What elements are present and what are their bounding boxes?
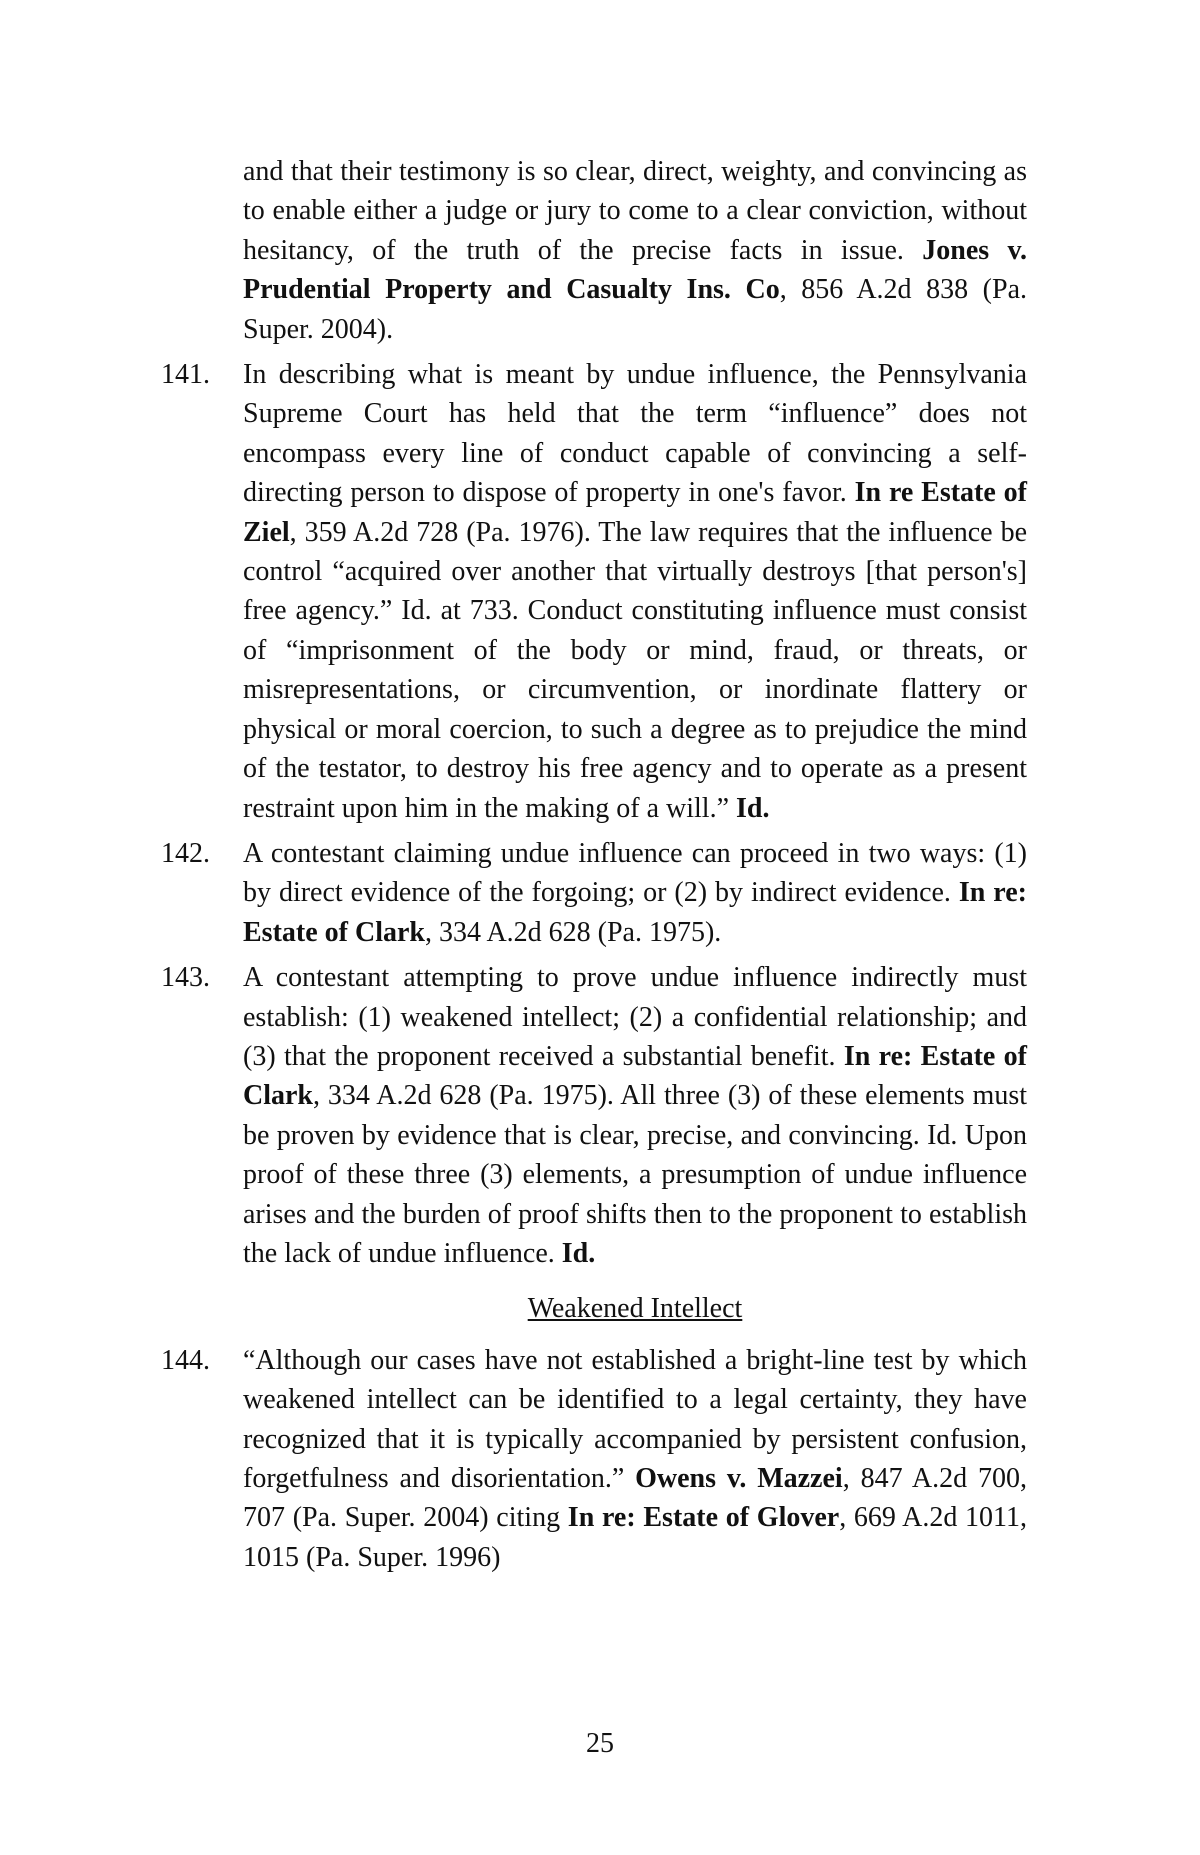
paragraph-143 <box>161 958 1027 1273</box>
paragraph-body <box>243 958 1027 1273</box>
case-citation: In re: Estate of Clark <box>243 1040 1027 1112</box>
document-body <box>161 152 1027 1583</box>
case-citation: In re: Estate of Glover <box>567 1502 840 1534</box>
paragraph-body <box>243 355 1027 828</box>
paragraph-body <box>243 1341 1027 1577</box>
paragraph-text: “Although our cases have not established a bright-line test by which weakened intellect can be identified to a legal certainty, they have recognized that it is typically accompanied by persistent confusion, forgetfulness and disorientation.” <box>243 1344 1027 1494</box>
paragraph-text: , 334 A.2d 628 (Pa. 1975). <box>424 916 722 948</box>
case-citation: Owens v. Mazzei <box>635 1463 843 1494</box>
paragraph-text: , 856 A.2d 838 (Pa. Super. 2004). <box>243 274 1028 345</box>
paragraph-number: 141. <box>161 359 210 391</box>
paragraph-text: , 669 A.2d 1011, 1015 (Pa. Super. 1996) <box>243 1502 1027 1573</box>
case-citation: Jones v. Prudential Property and Casualty Ins. Co <box>243 234 1027 306</box>
paragraph-144 <box>161 1341 1027 1577</box>
paragraph-text: A contestant attempting to prove undue influence indirectly must establish: (1) weakened intellect; (2) a confidential relationship; and (3) that the proponent received a substantial benefit. <box>243 962 1027 1072</box>
paragraph-body <box>243 834 1027 952</box>
paragraph-text: A contestant claiming undue influence can proceed in two ways: (1) by direct evidence of the forgoing; or (2) by indirect evidence. <box>243 837 1027 909</box>
paragraph-number: 144. <box>161 1344 210 1376</box>
case-citation: In re Estate of Ziel <box>243 477 1027 548</box>
paragraph-141 <box>161 355 1027 828</box>
paragraph-142 <box>161 834 1027 952</box>
paragraph-body <box>243 152 1027 349</box>
case-citation: Id. <box>561 1237 596 1269</box>
section-heading: Weakened Intellect <box>527 1293 743 1325</box>
paragraph-number: 143. <box>161 962 210 994</box>
case-citation: Id. <box>736 792 770 824</box>
paragraph-text: , 334 A.2d 628 (Pa. 1975). All three (3) of these elements must be proven by evidence that is clear, precise, and convincing. Id. Upon proof of these three (3) elements, a presumption of undue influence arises and the burden of proof shifts then to the proponent to establish the lack of undue influence. <box>243 1080 1027 1269</box>
paragraph-text: , 847 A.2d 700, 707 (Pa. Super. 2004) citing <box>243 1463 1027 1534</box>
paragraph-text: In describing what is meant by undue influence, the Pennsylvania Supreme Court has held that the term “influence” does not encompass every line of conduct capable of convincing a self-directing person to dispose of property in one's favor. <box>243 359 1027 509</box>
paragraph-text: and that their testimony is so clear, direct, weighty, and convincing as to enable either a judge or jury to come to a clear conviction, without hesitancy, of the truth of the precise facts in issue. <box>243 156 1027 266</box>
page-number: 25 <box>586 1728 614 1759</box>
paragraph-text: , 359 A.2d 728 (Pa. 1976). The law requires that the influence be control “acquired over another that virtually destroys [that person's] free agency.” Id. at 733. Conduct constituting influence must consist of “imprisonment of the body or mind, fraud, or threats, or misrepresentations, or circumvention, or inordinate flattery or physical or moral coercion, to such a degree as to prejudice the mind of the testator, to destroy his free agency and to operate as a present restraint upon him in the making of a will.” <box>243 516 1027 824</box>
paragraph-number: 142. <box>161 837 210 869</box>
case-citation: In re: Estate of Clark <box>243 877 1027 948</box>
paragraph-continuation <box>161 152 1027 349</box>
